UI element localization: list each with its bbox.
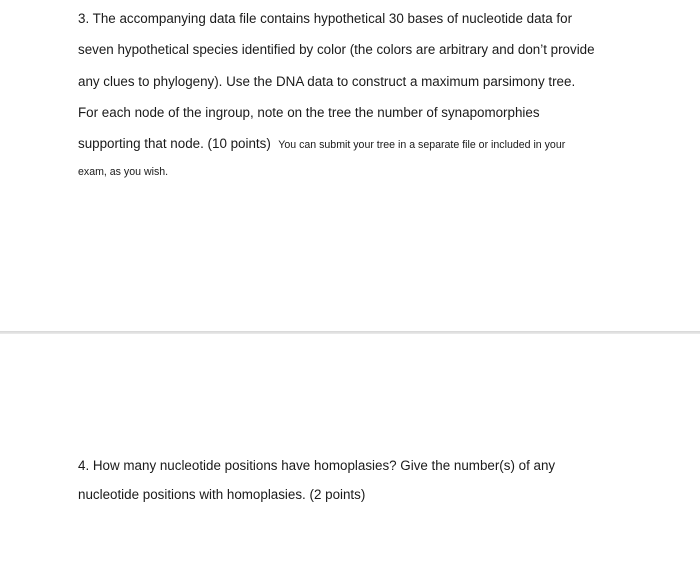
question-3-submission-note: You can submit your tree in a separate file or included in your: [278, 139, 566, 152]
page-bottom: [0, 334, 700, 566]
question-3-line-5: [78, 128, 638, 159]
question-4-line-1: 4. How many nucleotide positions have homoplasies? Give the number(s) of any: [78, 458, 556, 473]
question-3-points-text: supporting that node. (10 points): [78, 136, 271, 152]
question-3-line-4: For each node of the ingroup, note on the tree the number of synapomorphies: [78, 104, 540, 120]
question-3-line-3: any clues to phylogeny). Use the DNA data to construct a maximum parsimony tree.: [78, 73, 576, 89]
question-3-line-2: seven hypothetical species identified by color (the colors are arbitrary and don’t provide: [78, 42, 595, 58]
question-4: [78, 452, 638, 510]
question-3-line-6: exam, as you wish.: [78, 166, 169, 179]
question-3-line-1: 3. The accompanying data file contains hypothetical 30 bases of nucleotide data for: [78, 11, 573, 26]
question-4-line-2: nucleotide positions with homoplasies. (2 points): [78, 487, 366, 502]
question-3: [78, 3, 638, 185]
